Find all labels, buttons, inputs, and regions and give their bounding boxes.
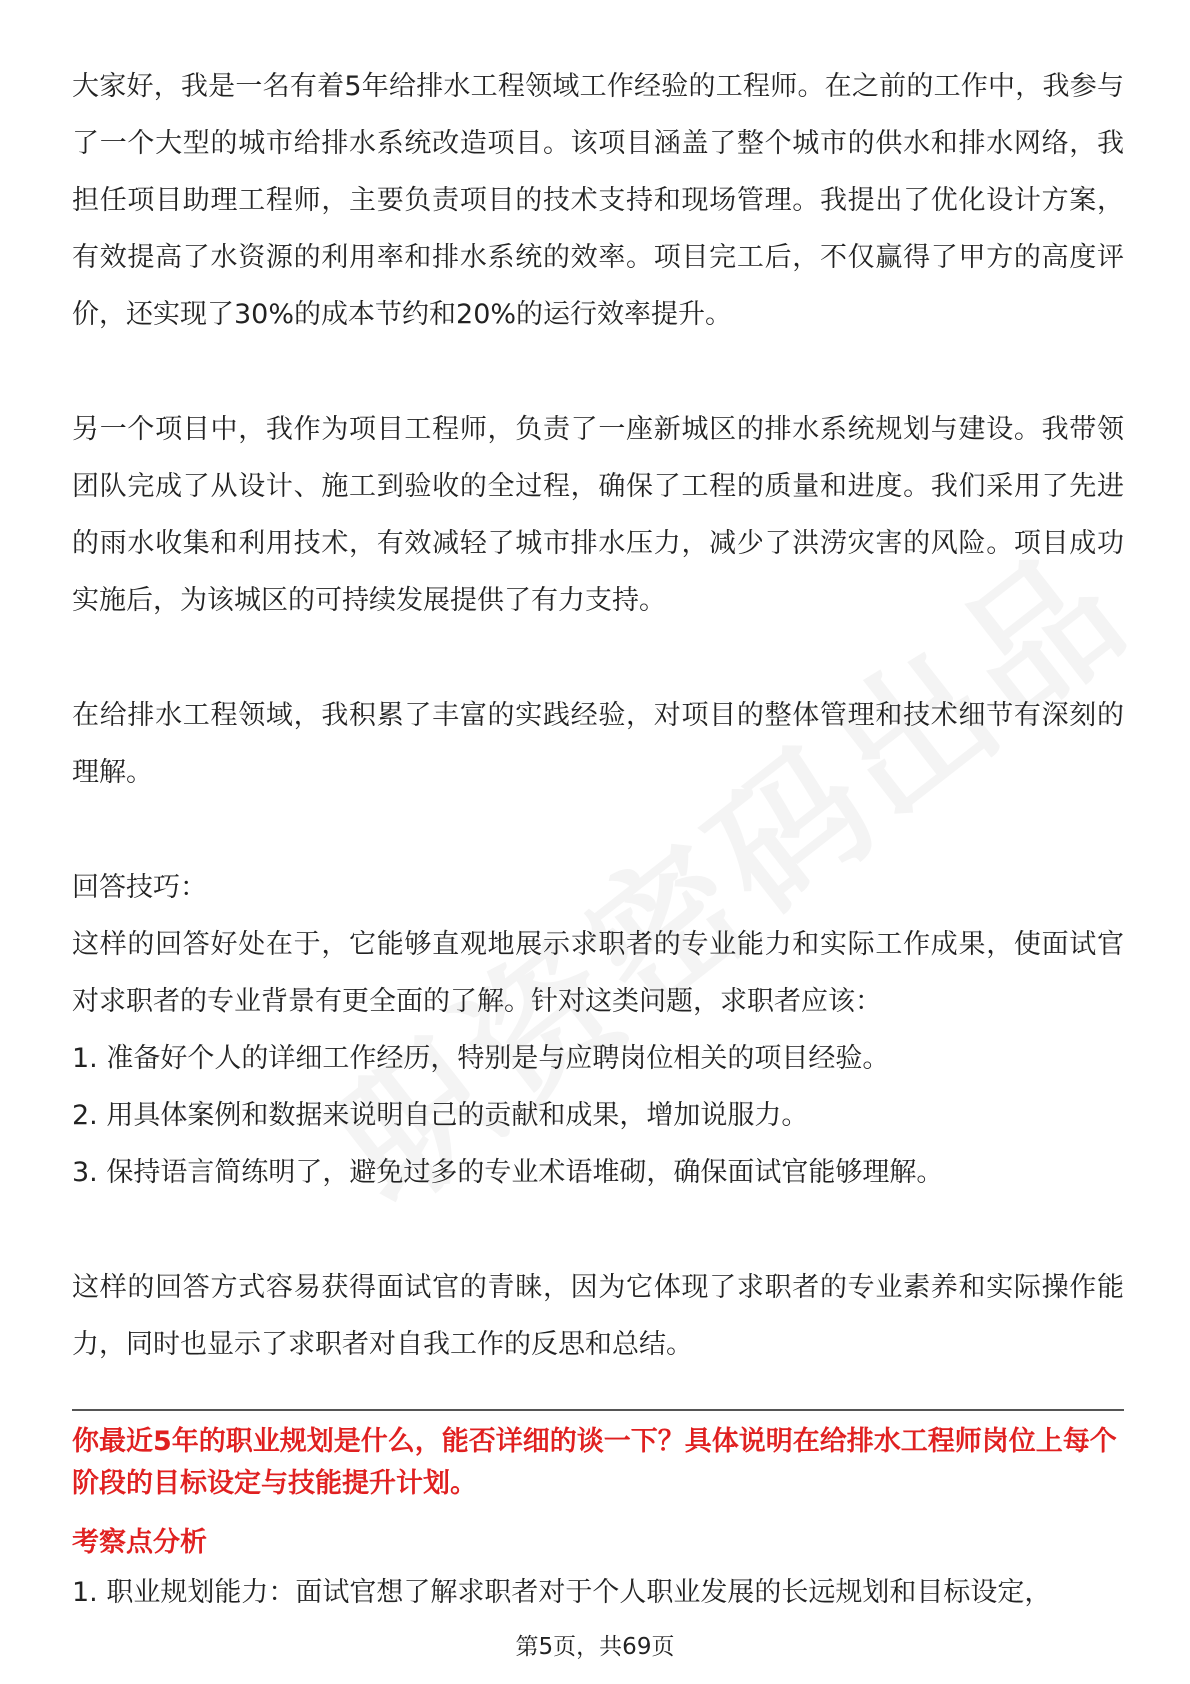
analysis-item-1: 1. 职业规划能力：面试官想了解求职者对于个人职业发展的长远规划和目标设定，	[72, 1577, 1052, 1608]
tips-conclusion: 这样的回答方式容易获得面试官的青睐，因为它体现了求职者的专业素养和实际操作能力，同时也显示了求职者对自我工作的反思和总结。	[72, 1272, 1124, 1360]
tips-item-2: 2. 用具体案例和数据来说明自己的贡献和成果，增加说服力。	[72, 1100, 809, 1131]
analysis-heading: 考察点分析	[72, 1527, 207, 1558]
tips-intro: 这样的回答好处在于，它能够直观地展示求职者的专业能力和实际工作成果，使面试官对求职者的专业背景有更全面的了解。针对这类问题，求职者应该：	[72, 929, 1124, 1017]
answer-paragraph-3: 在给排水工程领域，我积累了丰富的实践经验，对项目的整体管理和技术细节有深刻的理解。	[72, 700, 1124, 788]
tips-item-1: 1. 准备好个人的详细工作经历，特别是与应聘岗位相关的项目经验。	[72, 1043, 890, 1074]
tips-item-3: 3. 保持语言简练明了，避免过多的专业术语堆砌，确保面试官能够理解。	[72, 1157, 944, 1188]
answer-paragraph-1: 大家好，我是一名有着5年给排水工程领域工作经验的工程师。在之前的工作中，我参与了一个大型的城市给排水系统改造项目。该项目涵盖了整个城市的供水和排水网络，我担任项目助理工程师，主要负责项目的技术支持和现场管理。我提出了优化设计方案，有效提高了水资源的利用率和排水系统的效率。项目完工后，不仅赢得了甲方的高度评价，还实现了30%的成本节约和20%的运行效率提升。	[72, 71, 1124, 330]
section-divider	[72, 1409, 1124, 1411]
answer-paragraph-2: 另一个项目中，我作为项目工程师，负责了一座新城区的排水系统规划与建设。我带领团队完成了从设计、施工到验收的全过程，确保了工程的质量和进度。我们采用了先进的雨水收集和利用技术，有效减轻了城市排水压力，减少了洪涝灾害的风险。项目成功实施后，为该城区的可持续发展提供了有力支持。	[72, 414, 1124, 616]
page-content	[72, 58, 1124, 1615]
question-title: 你最近5年的职业规划是什么，能否详细的谈一下？具体说明在给排水工程师岗位上每个阶段的目标设定与技能提升计划。	[72, 1426, 1117, 1499]
tips-heading: 回答技巧：	[72, 872, 207, 903]
page-number: 第5页，共69页	[515, 1634, 675, 1660]
